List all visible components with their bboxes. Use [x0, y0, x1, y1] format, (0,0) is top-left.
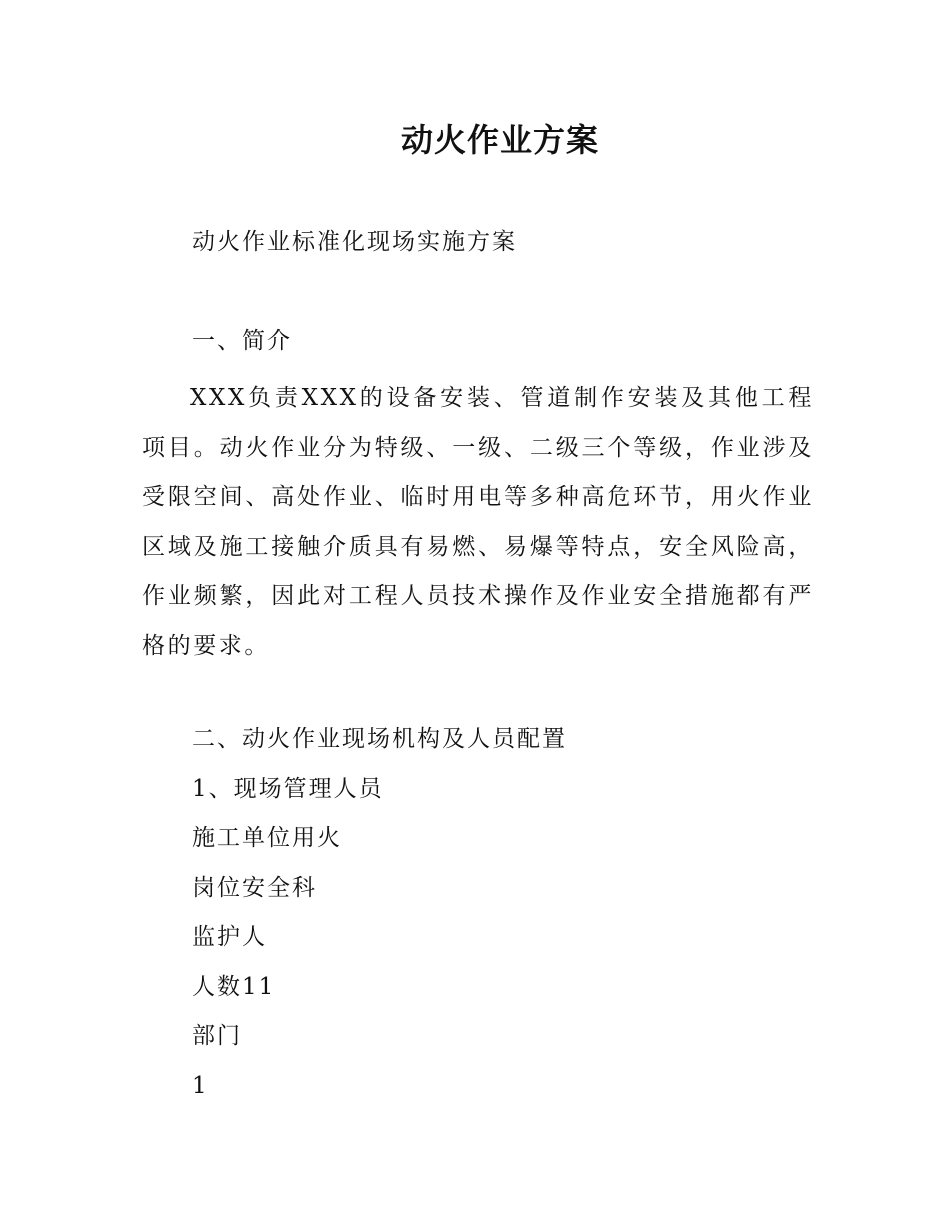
document-subtitle: 动火作业标准化现场实施方案 [192, 229, 517, 255]
section-1-paragraph: XXX负责XXX的设备安装、管道制作安装及其他工程项目。动火作业分为特级、一级、二级三个等级，作业涉及受限空间、高处作业、临时用电等多种高危环节，用火作业区域及施工接触介质具有易燃、易爆等特点，安全风险高，作业频繁，因此对工程人员技术操作及作业安全措施都有严格的要求。 [142, 385, 814, 659]
list-item: 岗位安全科 [192, 875, 317, 901]
section-2-heading: 二、动火作业现场机构及人员配置 [192, 726, 567, 752]
list-item: 人数11 [192, 974, 276, 1000]
document-title: 动火作业方案 [400, 121, 599, 159]
list-item: 部门 [192, 1023, 242, 1049]
list-item: 监护人 [192, 924, 267, 950]
list-item: 施工单位用火 [192, 825, 342, 851]
subsection-1-heading: 1、现场管理人员 [192, 776, 384, 802]
list-item: 1 [192, 1073, 209, 1099]
section-1-heading: 一、简介 [192, 328, 292, 354]
